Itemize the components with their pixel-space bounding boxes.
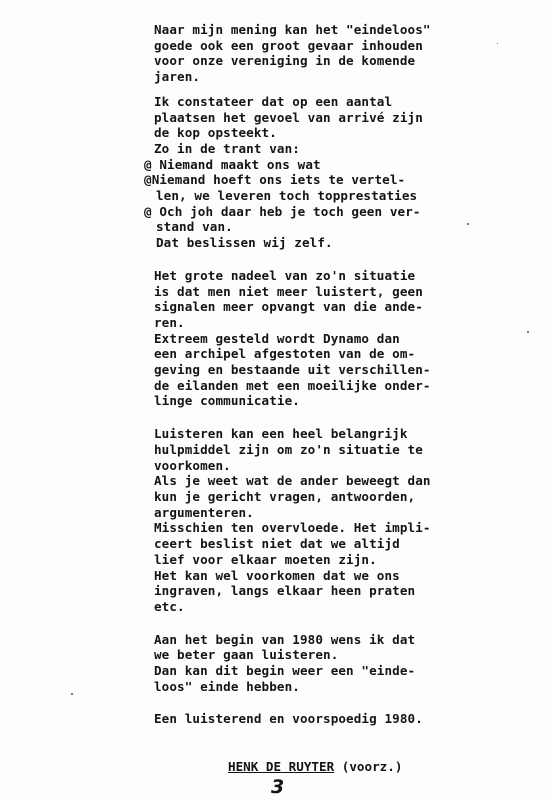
- bullet-marker: @: [144, 156, 152, 172]
- text-line: hulpmiddel zijn om zo'n situatie te: [154, 441, 423, 457]
- paragraph-4: [154, 426, 484, 614]
- text-line: goede ook een groot gevaar inhouden: [154, 37, 423, 53]
- scan-speck: [467, 223, 469, 225]
- text-line: de kop opsteekt.: [154, 125, 277, 141]
- text-line: ceert beslist niet dat we altijd: [154, 536, 400, 552]
- bullet-item-3: [144, 204, 484, 251]
- text-line: Een luisterend en voorspoedig 1980.: [154, 711, 423, 727]
- text-line: Aan het begin van 1980 wens ik dat: [154, 631, 416, 647]
- paragraph-5: [154, 632, 484, 695]
- text-line: Als je weet wat de ander beweegt dan: [154, 473, 431, 489]
- text-line: Luisteren kan een heel belangrijk: [154, 426, 408, 442]
- body-text: [144, 22, 484, 727]
- text-line: etc.: [154, 598, 185, 614]
- bullet-list: [144, 156, 484, 251]
- text-line: voor onze vereniging in de komende: [154, 53, 416, 69]
- bullet-text: Niemand hoeft ons iets te vertel-: [151, 172, 406, 188]
- bullet-text: stand van.: [156, 219, 233, 235]
- text-line: we beter gaan luisteren.: [154, 647, 339, 663]
- text-line: een archipel afgestoten van de om-: [154, 346, 416, 362]
- paragraph-2: [154, 94, 484, 157]
- text-line: Het kan wel voorkomen dat we ons: [154, 567, 400, 583]
- page-number: 3: [271, 776, 285, 798]
- text-line: Ik constateer dat op een aantal: [154, 93, 393, 109]
- signature-name: HENK DE RUYTER: [228, 759, 335, 774]
- paragraph-gap: [154, 694, 484, 711]
- text-line: Dan kan dit begin weer een "einde-: [154, 663, 416, 679]
- signature: [228, 759, 402, 774]
- bullet-text: len, we leveren toch topprestaties: [156, 188, 418, 204]
- text-line: Zo in de trant van:: [154, 140, 300, 156]
- scan-speck: [497, 43, 498, 44]
- bullet-text: Dat beslissen wij zelf.: [156, 235, 333, 251]
- paragraph-1: [154, 22, 484, 85]
- bullet-item-2: [144, 172, 484, 203]
- paragraph-gap: [154, 251, 484, 268]
- text-line: voorkomen.: [154, 457, 231, 473]
- scan-speck: [527, 331, 529, 333]
- text-line: plaatsen het gevoel van arrivé zijn: [154, 109, 423, 125]
- text-line: Misschien ten overvloede. Het impli-: [154, 520, 431, 536]
- closing-line: [154, 711, 484, 727]
- bullet-text: Och joh daar heb je toch geen ver-: [159, 203, 421, 219]
- text-line: is dat men niet meer luistert, geen: [154, 283, 423, 299]
- text-line: Extreem gesteld wordt Dynamo dan: [154, 330, 400, 346]
- text-line: kun je gericht vragen, antwoorden,: [154, 488, 416, 504]
- text-line: ren.: [154, 314, 185, 330]
- bullet-item-1: [144, 157, 484, 173]
- text-line: ingraven, langs elkaar heen praten: [154, 583, 416, 599]
- bullet-marker: @: [144, 172, 152, 188]
- text-line: Naar mijn mening kan het "eindeloos": [154, 22, 431, 37]
- paragraph-3: [154, 268, 484, 409]
- text-line: loos" einde hebben.: [154, 678, 300, 694]
- paragraph-gap: [154, 85, 484, 94]
- scan-speck: [71, 693, 73, 695]
- text-line: jaren.: [154, 69, 201, 85]
- bullet-text: Niemand maakt ons wat: [159, 156, 321, 172]
- bullet-marker: @: [144, 203, 152, 219]
- text-line: geving en bestaande uit verschillen-: [154, 362, 431, 378]
- text-line: de eilanden met een moeilijke onder-: [154, 377, 431, 393]
- text-line: lief voor elkaar moeten zijn.: [154, 551, 377, 567]
- paragraph-gap: [154, 409, 484, 426]
- text-line: Het grote nadeel van zo'n situatie: [154, 267, 416, 283]
- text-line: signalen meer opvangt van die ande-: [154, 299, 423, 315]
- signature-role: (voorz.): [341, 759, 403, 774]
- text-line: argumenteren.: [154, 504, 254, 520]
- paragraph-gap: [154, 615, 484, 632]
- text-line: linge communicatie.: [154, 393, 300, 409]
